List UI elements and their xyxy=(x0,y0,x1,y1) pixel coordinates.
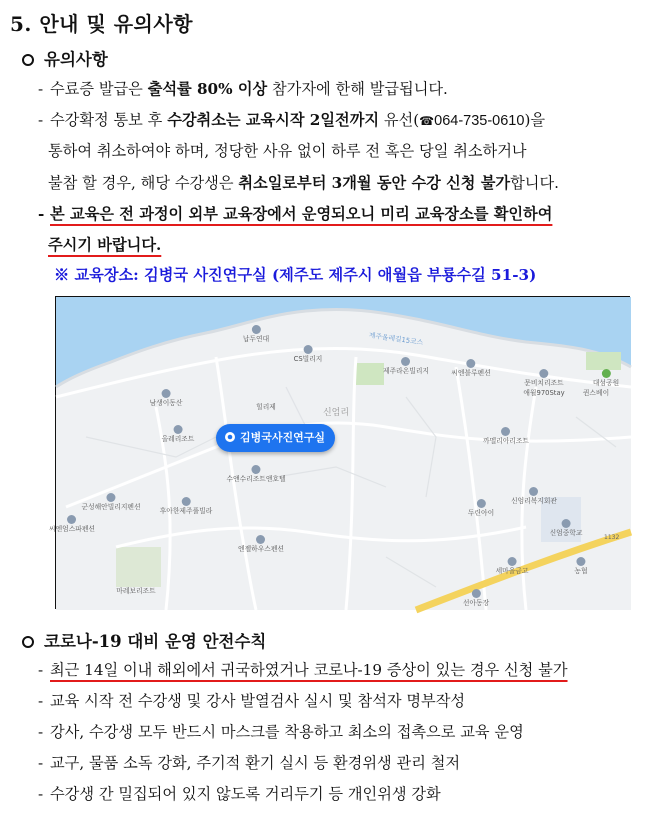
notice-item-3-line-2: 주시기 바랍니다. xyxy=(48,236,162,254)
circle-bullet-icon xyxy=(22,636,34,648)
covid-item: - 수강생 간 밀집되어 있지 않도록 거리두기 등 개인위생 강화 xyxy=(38,785,441,803)
map-poi[interactable]: CS빌리지 xyxy=(294,345,323,363)
green-area xyxy=(586,352,621,370)
map-poi[interactable]: 신엄중학교 xyxy=(550,519,583,537)
map-poi[interactable]: 씨엔블루펜션 xyxy=(451,359,490,377)
phone-icon: ☎ xyxy=(419,114,435,128)
map-poi[interactable]: 두린아이 xyxy=(468,499,494,517)
map-poi[interactable]: 제주라온빌리지 xyxy=(383,357,429,375)
map-poi[interactable]: 퀸스베이 xyxy=(582,389,610,397)
location-note: ※ 교육장소: 김병국 사진연구실 (제주도 제주시 애월읍 부룡수길 51-3) xyxy=(54,266,537,284)
map-poi[interactable]: 힐리제 xyxy=(256,403,276,411)
map-poi[interactable]: 올레리조트 xyxy=(162,425,195,443)
map-area-label: 신엄리 xyxy=(322,408,350,418)
map-pin-icon xyxy=(224,431,236,443)
notice-item-2-line-3: 불참 할 경우, 해당 수강생은 취소일로부터 3개월 동안 수강 신청 불가합니다. xyxy=(48,174,559,192)
covid-section-title: 코로나-19 대비 운영 안전수칙 xyxy=(22,628,266,652)
map-poi[interactable]: 애월970Stay xyxy=(523,389,565,397)
green-area xyxy=(356,363,384,385)
map-poi[interactable]: 씨엔엄스파펜션 xyxy=(49,515,95,533)
location-map[interactable] xyxy=(49,296,630,609)
phone-number: 064-735-0610 xyxy=(434,113,525,129)
map-canvas xyxy=(56,297,631,610)
covid-item: - 최근 14일 이내 해외에서 귀국하였거나 코로나-19 증상이 있는 경우 신청 불가 xyxy=(38,661,568,679)
map-route-label: 제주올레길15코스 xyxy=(368,331,424,347)
map-poi[interactable]: 엔젤하우스펜션 xyxy=(238,535,284,553)
circle-bullet-icon xyxy=(22,54,34,66)
covid-item: - 강사, 수강생 모두 반드시 마스크를 착용하고 최소의 접촉으로 교육 운영 xyxy=(38,723,524,741)
map-poi[interactable]: 수앤수리조트앤호텔 xyxy=(226,465,285,483)
map-poi[interactable]: 까멜리아리조트 xyxy=(483,427,529,445)
map-poi[interactable]: 군성해안빌리지펜션 xyxy=(81,493,140,511)
notice-item-1: - 수료증 발급은 출석률 80% 이상 참가자에 한해 발급됩니다. xyxy=(38,80,448,98)
map-poi[interactable]: 문비치리조트 xyxy=(524,369,563,387)
map-poi[interactable]: 납두연대 xyxy=(243,325,269,343)
location-marker[interactable]: 김병국사진연구실 xyxy=(216,424,335,452)
map-poi[interactable]: 세마을금고 xyxy=(496,557,529,575)
map-poi[interactable]: 신엄리복지회관 xyxy=(511,487,557,505)
map-poi[interactable]: 선아동장 xyxy=(463,589,489,607)
map-poi[interactable]: 농협 xyxy=(574,557,587,575)
map-poi[interactable]: 마레보리조트 xyxy=(116,587,156,595)
notice-section-title: 유의사항 xyxy=(22,46,108,70)
section-heading: 5. 안내 및 유의사항 xyxy=(10,12,194,36)
notice-item-3: - 본 교육은 전 과정이 외부 교육장에서 운영되오니 미리 교육장소를 확인하여 xyxy=(38,205,553,223)
green-area xyxy=(116,547,161,587)
covid-item: - 교구, 물품 소독 강화, 주기적 환기 실시 등 환경위생 관리 철저 xyxy=(38,754,461,772)
notice-item-2-line-2: 통하여 취소하여야 하며, 정당한 사유 없이 하루 전 혹은 당일 취소하거나 xyxy=(48,142,527,160)
notice-item-2: - 수강확정 통보 후 수강취소는 교육시작 2일전까지 유선(☎064-735-0610)을 xyxy=(38,111,546,129)
covid-item: - 교육 시작 전 수강생 및 강사 발열검사 실시 및 참석자 명부작성 xyxy=(38,692,466,710)
map-poi[interactable]: 남생이동산 xyxy=(150,389,183,407)
map-poi[interactable]: 후아한제주풀빌라 xyxy=(160,497,213,515)
map-poi[interactable]: 대섬공원 xyxy=(593,369,619,387)
svg-text:1132: 1132 xyxy=(604,534,620,541)
